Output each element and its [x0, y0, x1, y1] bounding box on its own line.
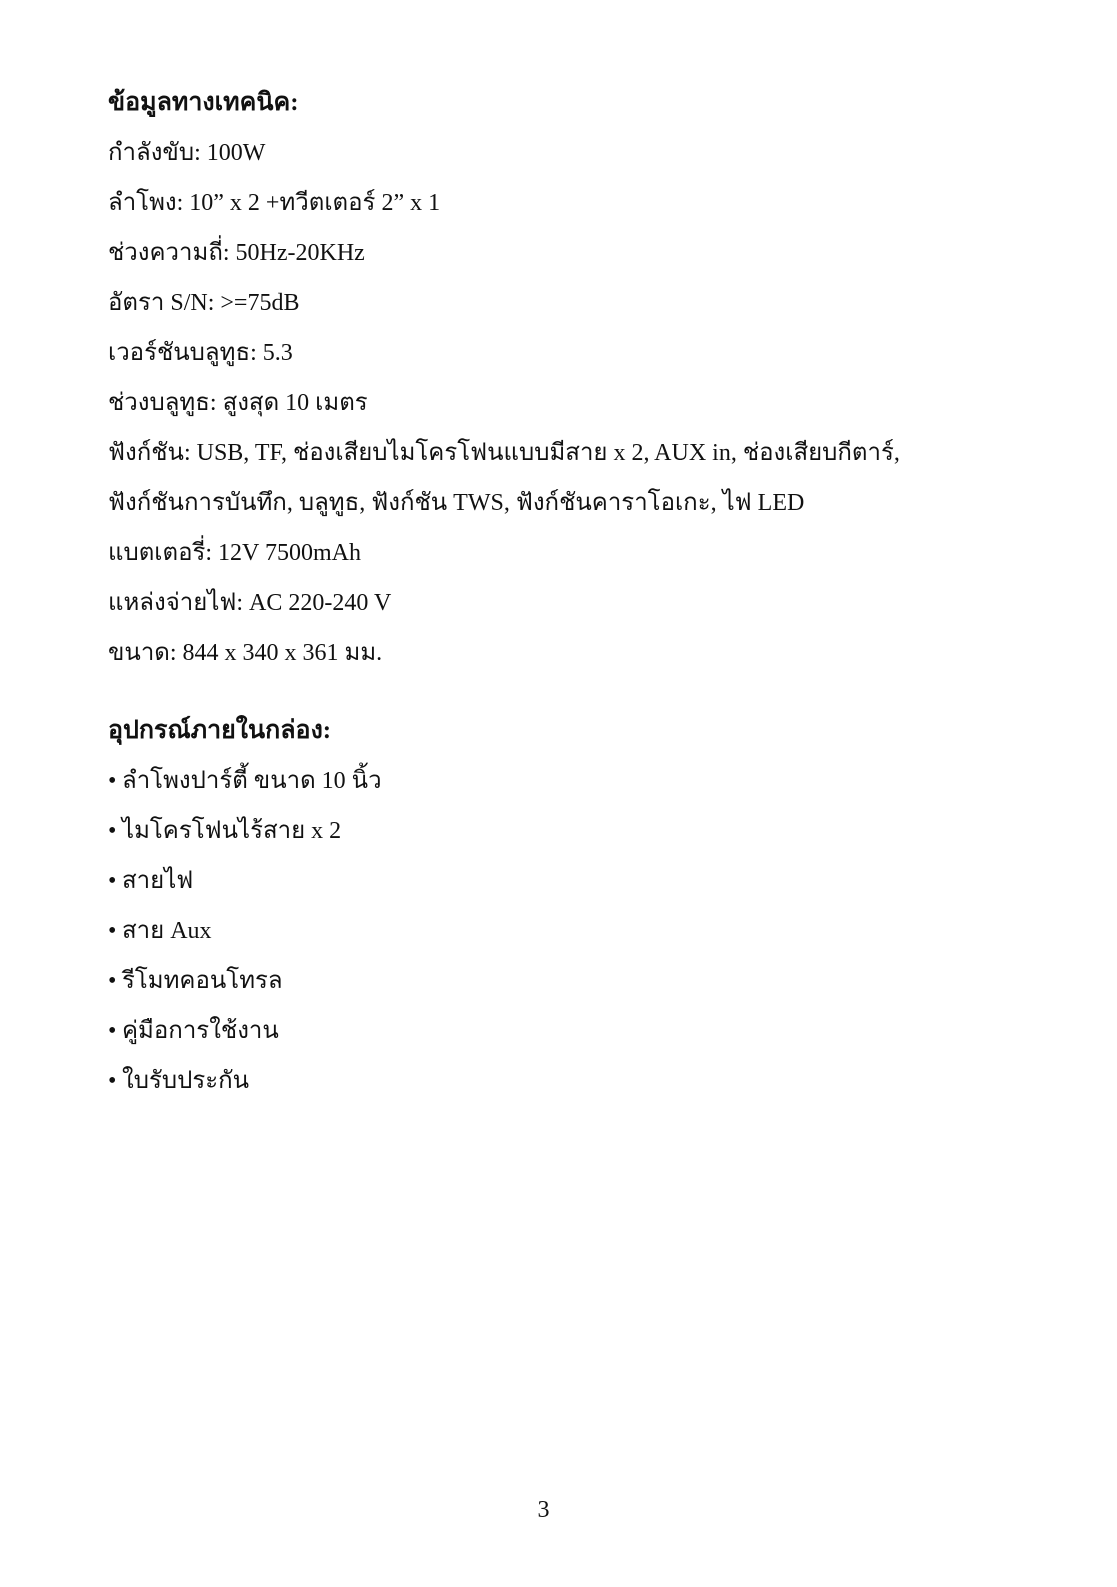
list-item-text: ลำโพงปาร์ตี้ ขนาด 10 นิ้ว: [122, 768, 382, 794]
spec-bluetooth-version: เวอร์ชันบลูทูธ: 5.3: [108, 340, 293, 366]
list-item: [108, 856, 1008, 906]
bullet-icon: •: [108, 1068, 117, 1094]
spec-battery: แบตเตอรี่: 12V 7500mAh: [108, 540, 361, 566]
bullet-icon: •: [108, 818, 117, 844]
spec-snr: อัตรา S/N: >=75dB: [108, 290, 300, 316]
list-item: [108, 756, 1008, 806]
page-content: [108, 78, 1008, 1106]
spec-power-supply: แหล่งจ่ายไฟ: AC 220-240 V: [108, 590, 392, 616]
spec-frequency: ช่วงความถี่: 50Hz-20KHz: [108, 240, 365, 266]
list-item: [108, 806, 1008, 856]
list-item-text: รีโมทคอนโทรล: [122, 968, 283, 994]
spec-speaker: ลำโพง: 10” x 2 +ทวีตเตอร์ 2” x 1: [108, 190, 441, 216]
bullet-icon: •: [108, 768, 117, 794]
specs-heading: ข้อมูลทางเทคนิค:: [108, 89, 299, 116]
spec-power: กำลังขับ: 100W: [108, 140, 266, 166]
list-item-text: สายไฟ: [122, 868, 194, 894]
bullet-icon: •: [108, 968, 117, 994]
spec-functions-continued: ฟังก์ชันการบันทึก, บลูทูธ, ฟังก์ชัน TWS, ฟังก์ชันคาราโอเกะ, ไฟ LED: [108, 490, 805, 516]
box-contents-heading: อุปกรณ์ภายในกล่อง:: [108, 717, 332, 744]
list-item-text: ใบรับประกัน: [122, 1068, 250, 1094]
list-item: [108, 1006, 1008, 1056]
section-gap: [108, 678, 1008, 706]
bullet-icon: •: [108, 868, 117, 894]
bullet-icon: •: [108, 918, 117, 944]
list-item: [108, 906, 1008, 956]
page-number: 3: [537, 1497, 550, 1523]
list-item: [108, 956, 1008, 1006]
spec-dimensions: ขนาด: 844 x 340 x 361 มม.: [108, 640, 383, 666]
list-item-text: สาย Aux: [122, 918, 212, 944]
list-item-text: คู่มือการใช้งาน: [122, 1018, 279, 1044]
list-item-text: ไมโครโฟนไร้สาย x 2: [122, 818, 342, 844]
spec-bluetooth-range: ช่วงบลูทูธ: สูงสุด 10 เมตร: [108, 390, 368, 416]
bullet-icon: •: [108, 1018, 117, 1044]
spec-functions: ฟังก์ชัน: USB, TF, ช่องเสียบไมโครโฟนแบบมีสาย x 2, AUX in, ช่องเสียบกีตาร์,: [108, 440, 900, 466]
list-item: [108, 1056, 1008, 1106]
